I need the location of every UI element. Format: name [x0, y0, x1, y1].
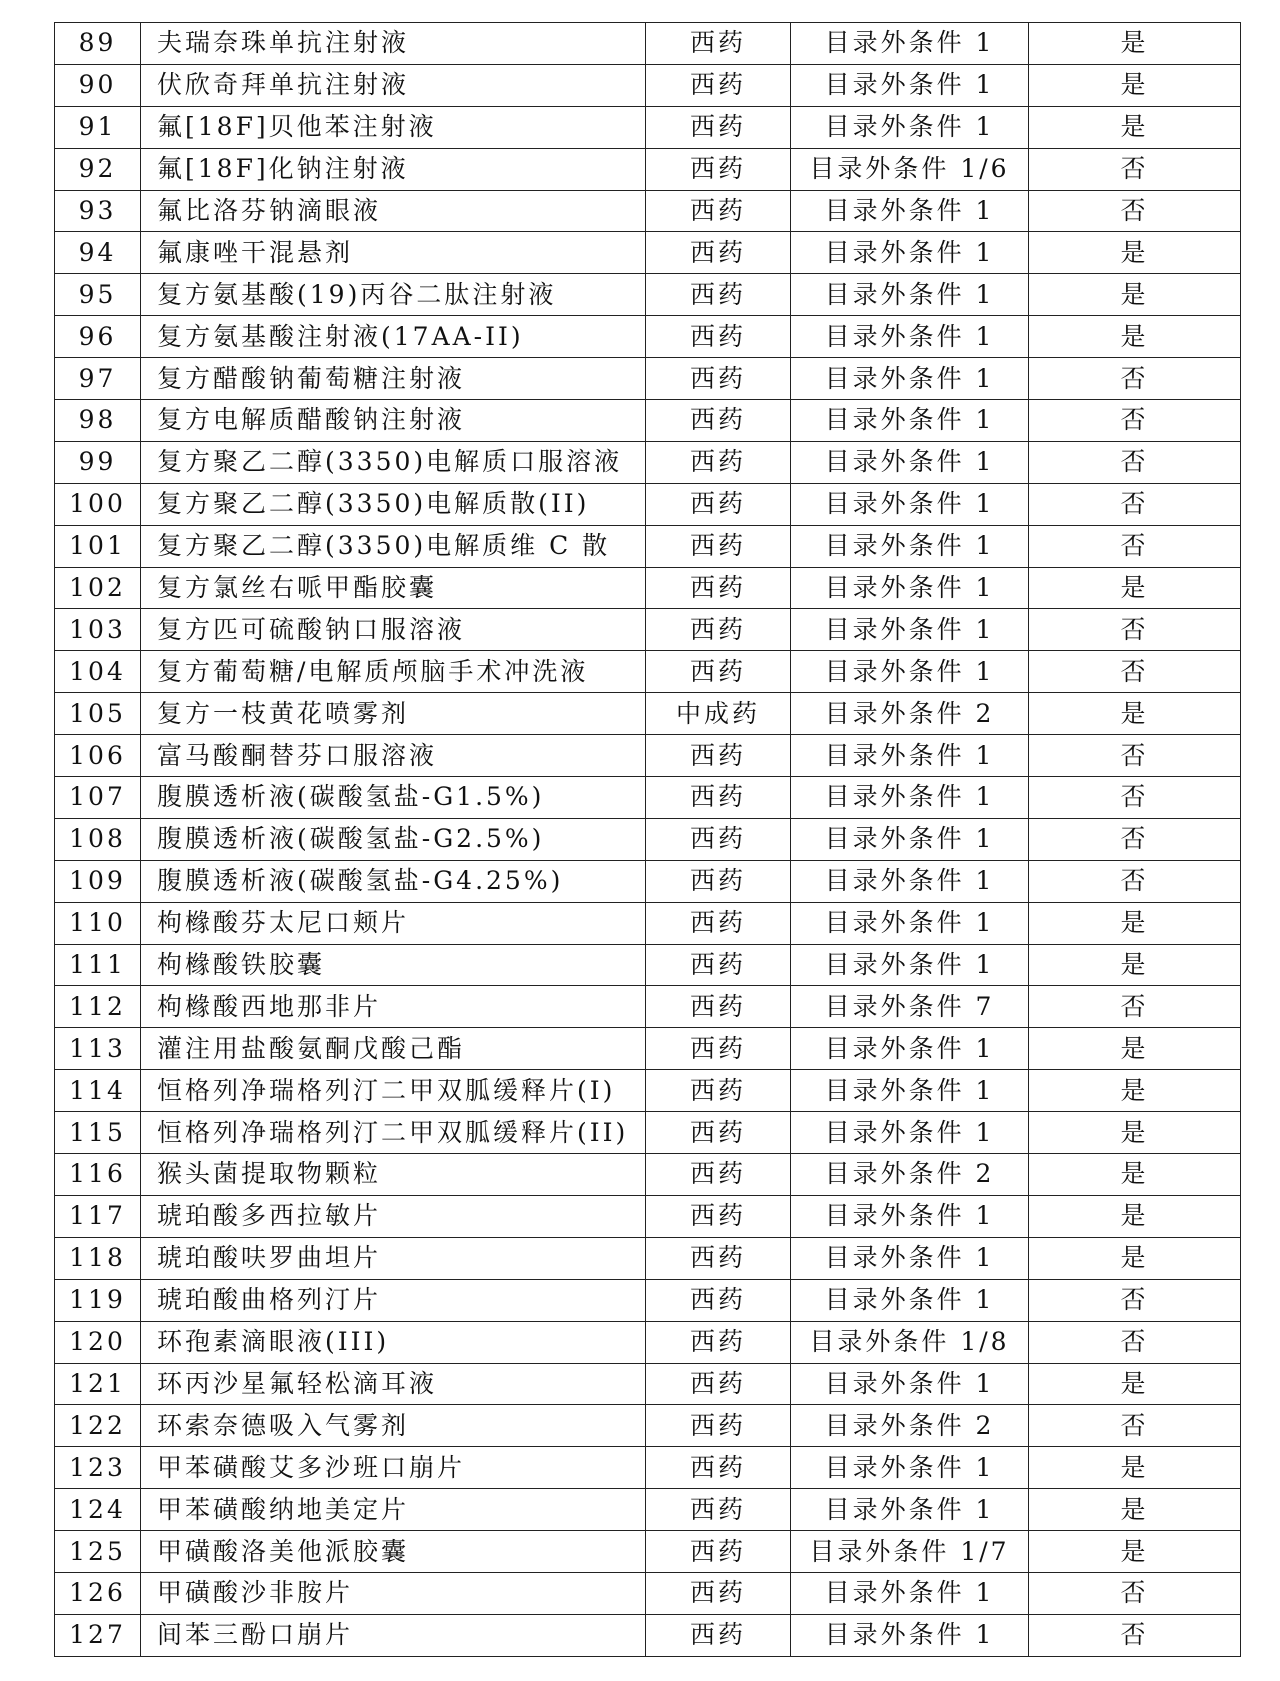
drug-type-cell: 西药: [646, 1405, 791, 1447]
drug-name-cell: 恒格列净瑞格列汀二甲双胍缓释片(II): [141, 1112, 646, 1154]
drug-type-cell: 西药: [646, 651, 791, 693]
table-row: [55, 64, 1241, 106]
table-row: [55, 525, 1241, 567]
drug-name-cell: 氟[18F]化钠注射液: [141, 148, 646, 190]
condition-cell: 目录外条件 1: [791, 1363, 1029, 1405]
table-row: [55, 316, 1241, 358]
drug-name-cell: 甲苯磺酸艾多沙班口崩片: [141, 1447, 646, 1489]
drug-name-cell: 环丙沙星氟轻松滴耳液: [141, 1363, 646, 1405]
table-row: [55, 274, 1241, 316]
flag-cell: 否: [1029, 441, 1241, 483]
row-number-cell: 125: [55, 1531, 141, 1573]
drug-list-table: [54, 22, 1241, 1657]
flag-cell: 是: [1029, 274, 1241, 316]
flag-cell: 否: [1029, 1572, 1241, 1614]
drug-name-cell: 灌注用盐酸氨酮戊酸己酯: [141, 1028, 646, 1070]
table-row: [55, 1070, 1241, 1112]
condition-cell: 目录外条件 1: [791, 777, 1029, 819]
drug-type-cell: 西药: [646, 64, 791, 106]
drug-name-cell: 间苯三酚口崩片: [141, 1614, 646, 1656]
table-row: [55, 860, 1241, 902]
table-row: [55, 567, 1241, 609]
table-row: [55, 1195, 1241, 1237]
drug-name-cell: 复方葡萄糖/电解质颅脑手术冲洗液: [141, 651, 646, 693]
flag-cell: 是: [1029, 1489, 1241, 1531]
row-number-cell: 116: [55, 1154, 141, 1196]
drug-name-cell: 枸橼酸芬太尼口颊片: [141, 902, 646, 944]
drug-type-cell: 西药: [646, 1028, 791, 1070]
drug-type-cell: 西药: [646, 274, 791, 316]
drug-name-cell: 富马酸酮替芬口服溶液: [141, 735, 646, 777]
drug-type-cell: 西药: [646, 316, 791, 358]
drug-name-cell: 猴头菌提取物颗粒: [141, 1154, 646, 1196]
drug-name-cell: 枸橼酸西地那非片: [141, 986, 646, 1028]
row-number-cell: 117: [55, 1195, 141, 1237]
condition-cell: 目录外条件 1: [791, 1070, 1029, 1112]
table-row: [55, 23, 1241, 65]
condition-cell: 目录外条件 1: [791, 902, 1029, 944]
table-row: [55, 1614, 1241, 1656]
table-row: [55, 777, 1241, 819]
row-number-cell: 103: [55, 609, 141, 651]
drug-type-cell: 西药: [646, 1321, 791, 1363]
table-row: [55, 693, 1241, 735]
flag-cell: 是: [1029, 23, 1241, 65]
flag-cell: 是: [1029, 1363, 1241, 1405]
flag-cell: 是: [1029, 1447, 1241, 1489]
drug-name-cell: 氟比洛芬钠滴眼液: [141, 190, 646, 232]
table-row: [55, 1028, 1241, 1070]
table-row: [55, 818, 1241, 860]
condition-cell: 目录外条件 1: [791, 1279, 1029, 1321]
flag-cell: 否: [1029, 358, 1241, 400]
row-number-cell: 119: [55, 1279, 141, 1321]
table-row: [55, 1363, 1241, 1405]
table-row: [55, 358, 1241, 400]
condition-cell: 目录外条件 1: [791, 190, 1029, 232]
table-row: [55, 1572, 1241, 1614]
row-number-cell: 108: [55, 818, 141, 860]
row-number-cell: 126: [55, 1572, 141, 1614]
drug-name-cell: 琥珀酸曲格列汀片: [141, 1279, 646, 1321]
condition-cell: 目录外条件 1: [791, 860, 1029, 902]
condition-cell: 目录外条件 1: [791, 1112, 1029, 1154]
flag-cell: 否: [1029, 735, 1241, 777]
drug-name-cell: 环孢素滴眼液(III): [141, 1321, 646, 1363]
row-number-cell: 97: [55, 358, 141, 400]
flag-cell: 是: [1029, 693, 1241, 735]
flag-cell: 是: [1029, 232, 1241, 274]
drug-type-cell: 西药: [646, 483, 791, 525]
drug-type-cell: 西药: [646, 1237, 791, 1279]
condition-cell: 目录外条件 2: [791, 1405, 1029, 1447]
row-number-cell: 121: [55, 1363, 141, 1405]
row-number-cell: 100: [55, 483, 141, 525]
row-number-cell: 106: [55, 735, 141, 777]
row-number-cell: 124: [55, 1489, 141, 1531]
condition-cell: 目录外条件 1: [791, 818, 1029, 860]
condition-cell: 目录外条件 1: [791, 1614, 1029, 1656]
row-number-cell: 123: [55, 1447, 141, 1489]
flag-cell: 是: [1029, 1070, 1241, 1112]
flag-cell: 否: [1029, 1405, 1241, 1447]
condition-cell: 目录外条件 7: [791, 986, 1029, 1028]
drug-name-cell: 复方氨基酸注射液(17AA-II): [141, 316, 646, 358]
drug-type-cell: 西药: [646, 1363, 791, 1405]
drug-name-cell: 甲磺酸沙非胺片: [141, 1572, 646, 1614]
table-row: [55, 1279, 1241, 1321]
flag-cell: 否: [1029, 777, 1241, 819]
condition-cell: 目录外条件 1/6: [791, 148, 1029, 190]
table-body: [55, 23, 1241, 1657]
drug-type-cell: 西药: [646, 818, 791, 860]
row-number-cell: 96: [55, 316, 141, 358]
condition-cell: 目录外条件 1: [791, 567, 1029, 609]
row-number-cell: 91: [55, 106, 141, 148]
drug-type-cell: 西药: [646, 735, 791, 777]
drug-name-cell: 环索奈德吸入气雾剂: [141, 1405, 646, 1447]
row-number-cell: 113: [55, 1028, 141, 1070]
condition-cell: 目录外条件 1: [791, 23, 1029, 65]
row-number-cell: 99: [55, 441, 141, 483]
drug-type-cell: 西药: [646, 609, 791, 651]
condition-cell: 目录外条件 1/7: [791, 1531, 1029, 1573]
drug-type-cell: 西药: [646, 400, 791, 442]
table-row: [55, 1489, 1241, 1531]
table-row: [55, 148, 1241, 190]
table-row: [55, 106, 1241, 148]
drug-type-cell: 西药: [646, 232, 791, 274]
drug-name-cell: 复方氨基酸(19)丙谷二肽注射液: [141, 274, 646, 316]
flag-cell: 否: [1029, 1321, 1241, 1363]
table-row: [55, 441, 1241, 483]
condition-cell: 目录外条件 1: [791, 274, 1029, 316]
row-number-cell: 114: [55, 1070, 141, 1112]
drug-type-cell: 西药: [646, 1195, 791, 1237]
drug-name-cell: 甲苯磺酸纳地美定片: [141, 1489, 646, 1531]
condition-cell: 目录外条件 1/8: [791, 1321, 1029, 1363]
flag-cell: 否: [1029, 148, 1241, 190]
flag-cell: 否: [1029, 1279, 1241, 1321]
row-number-cell: 111: [55, 944, 141, 986]
table-row: [55, 1237, 1241, 1279]
condition-cell: 目录外条件 1: [791, 1237, 1029, 1279]
drug-type-cell: 西药: [646, 567, 791, 609]
flag-cell: 否: [1029, 986, 1241, 1028]
row-number-cell: 110: [55, 902, 141, 944]
drug-type-cell: 西药: [646, 1614, 791, 1656]
flag-cell: 是: [1029, 567, 1241, 609]
row-number-cell: 107: [55, 777, 141, 819]
drug-name-cell: 复方聚乙二醇(3350)电解质维 C 散: [141, 525, 646, 567]
drug-name-cell: 复方氯丝右哌甲酯胶囊: [141, 567, 646, 609]
table-row: [55, 1321, 1241, 1363]
flag-cell: 否: [1029, 400, 1241, 442]
table-row: [55, 1112, 1241, 1154]
drug-name-cell: 氟康唑干混悬剂: [141, 232, 646, 274]
drug-type-cell: 西药: [646, 358, 791, 400]
flag-cell: 是: [1029, 316, 1241, 358]
flag-cell: 是: [1029, 902, 1241, 944]
drug-name-cell: 腹膜透析液(碳酸氢盐-G1.5%): [141, 777, 646, 819]
condition-cell: 目录外条件 1: [791, 232, 1029, 274]
drug-type-cell: 西药: [646, 1154, 791, 1196]
row-number-cell: 127: [55, 1614, 141, 1656]
flag-cell: 是: [1029, 64, 1241, 106]
condition-cell: 目录外条件 1: [791, 316, 1029, 358]
table-row: [55, 483, 1241, 525]
flag-cell: 是: [1029, 1531, 1241, 1573]
drug-type-cell: 西药: [646, 441, 791, 483]
table-row: [55, 190, 1241, 232]
flag-cell: 是: [1029, 1154, 1241, 1196]
condition-cell: 目录外条件 1: [791, 358, 1029, 400]
table-row: [55, 986, 1241, 1028]
drug-type-cell: 西药: [646, 23, 791, 65]
drug-name-cell: 复方醋酸钠葡萄糖注射液: [141, 358, 646, 400]
row-number-cell: 102: [55, 567, 141, 609]
condition-cell: 目录外条件 1: [791, 525, 1029, 567]
drug-name-cell: 复方匹可硫酸钠口服溶液: [141, 609, 646, 651]
condition-cell: 目录外条件 1: [791, 651, 1029, 693]
drug-type-cell: 西药: [646, 1531, 791, 1573]
drug-type-cell: 西药: [646, 148, 791, 190]
table-row: [55, 1447, 1241, 1489]
drug-type-cell: 西药: [646, 944, 791, 986]
row-number-cell: 95: [55, 274, 141, 316]
table-row: [55, 1405, 1241, 1447]
condition-cell: 目录外条件 1: [791, 1489, 1029, 1531]
drug-type-cell: 西药: [646, 1279, 791, 1321]
row-number-cell: 89: [55, 23, 141, 65]
drug-type-cell: 西药: [646, 902, 791, 944]
table-row: [55, 609, 1241, 651]
table-row: [55, 735, 1241, 777]
row-number-cell: 112: [55, 986, 141, 1028]
drug-type-cell: 西药: [646, 190, 791, 232]
row-number-cell: 93: [55, 190, 141, 232]
condition-cell: 目录外条件 1: [791, 106, 1029, 148]
flag-cell: 否: [1029, 1614, 1241, 1656]
flag-cell: 否: [1029, 818, 1241, 860]
drug-type-cell: 西药: [646, 1489, 791, 1531]
row-number-cell: 94: [55, 232, 141, 274]
flag-cell: 否: [1029, 525, 1241, 567]
table-row: [55, 902, 1241, 944]
drug-type-cell: 西药: [646, 1112, 791, 1154]
table-row: [55, 1531, 1241, 1573]
table-row: [55, 651, 1241, 693]
flag-cell: 是: [1029, 1028, 1241, 1070]
drug-type-cell: 西药: [646, 1572, 791, 1614]
condition-cell: 目录外条件 1: [791, 483, 1029, 525]
drug-name-cell: 复方电解质醋酸钠注射液: [141, 400, 646, 442]
table-row: [55, 944, 1241, 986]
drug-name-cell: 腹膜透析液(碳酸氢盐-G2.5%): [141, 818, 646, 860]
row-number-cell: 101: [55, 525, 141, 567]
drug-name-cell: 腹膜透析液(碳酸氢盐-G4.25%): [141, 860, 646, 902]
table-row: [55, 232, 1241, 274]
drug-type-cell: 西药: [646, 525, 791, 567]
row-number-cell: 120: [55, 1321, 141, 1363]
flag-cell: 否: [1029, 860, 1241, 902]
flag-cell: 否: [1029, 609, 1241, 651]
drug-type-cell: 西药: [646, 777, 791, 819]
flag-cell: 是: [1029, 1195, 1241, 1237]
condition-cell: 目录外条件 2: [791, 693, 1029, 735]
flag-cell: 否: [1029, 483, 1241, 525]
drug-name-cell: 枸橼酸铁胶囊: [141, 944, 646, 986]
drug-type-cell: 西药: [646, 1447, 791, 1489]
row-number-cell: 115: [55, 1112, 141, 1154]
drug-name-cell: 甲磺酸洛美他派胶囊: [141, 1531, 646, 1573]
row-number-cell: 98: [55, 400, 141, 442]
row-number-cell: 109: [55, 860, 141, 902]
row-number-cell: 104: [55, 651, 141, 693]
condition-cell: 目录外条件 1: [791, 1572, 1029, 1614]
drug-name-cell: 琥珀酸呋罗曲坦片: [141, 1237, 646, 1279]
flag-cell: 否: [1029, 651, 1241, 693]
document-page: [54, 22, 1240, 1657]
drug-name-cell: 琥珀酸多西拉敏片: [141, 1195, 646, 1237]
drug-type-cell: 西药: [646, 1070, 791, 1112]
drug-type-cell: 西药: [646, 860, 791, 902]
condition-cell: 目录外条件 1: [791, 944, 1029, 986]
condition-cell: 目录外条件 1: [791, 1447, 1029, 1489]
condition-cell: 目录外条件 1: [791, 441, 1029, 483]
condition-cell: 目录外条件 1: [791, 1028, 1029, 1070]
flag-cell: 是: [1029, 1112, 1241, 1154]
drug-name-cell: 氟[18F]贝他苯注射液: [141, 106, 646, 148]
condition-cell: 目录外条件 1: [791, 64, 1029, 106]
drug-name-cell: 伏欣奇拜单抗注射液: [141, 64, 646, 106]
condition-cell: 目录外条件 1: [791, 735, 1029, 777]
drug-name-cell: 复方聚乙二醇(3350)电解质口服溶液: [141, 441, 646, 483]
flag-cell: 是: [1029, 106, 1241, 148]
row-number-cell: 118: [55, 1237, 141, 1279]
flag-cell: 是: [1029, 944, 1241, 986]
drug-type-cell: 西药: [646, 986, 791, 1028]
table-row: [55, 400, 1241, 442]
drug-name-cell: 夫瑞奈珠单抗注射液: [141, 23, 646, 65]
condition-cell: 目录外条件 1: [791, 609, 1029, 651]
drug-name-cell: 复方聚乙二醇(3350)电解质散(II): [141, 483, 646, 525]
table-row: [55, 1154, 1241, 1196]
drug-type-cell: 西药: [646, 106, 791, 148]
condition-cell: 目录外条件 1: [791, 400, 1029, 442]
flag-cell: 否: [1029, 190, 1241, 232]
drug-name-cell: 复方一枝黄花喷雾剂: [141, 693, 646, 735]
condition-cell: 目录外条件 1: [791, 1195, 1029, 1237]
flag-cell: 是: [1029, 1237, 1241, 1279]
row-number-cell: 122: [55, 1405, 141, 1447]
drug-name-cell: 恒格列净瑞格列汀二甲双胍缓释片(I): [141, 1070, 646, 1112]
row-number-cell: 105: [55, 693, 141, 735]
row-number-cell: 92: [55, 148, 141, 190]
condition-cell: 目录外条件 2: [791, 1154, 1029, 1196]
row-number-cell: 90: [55, 64, 141, 106]
drug-type-cell: 中成药: [646, 693, 791, 735]
